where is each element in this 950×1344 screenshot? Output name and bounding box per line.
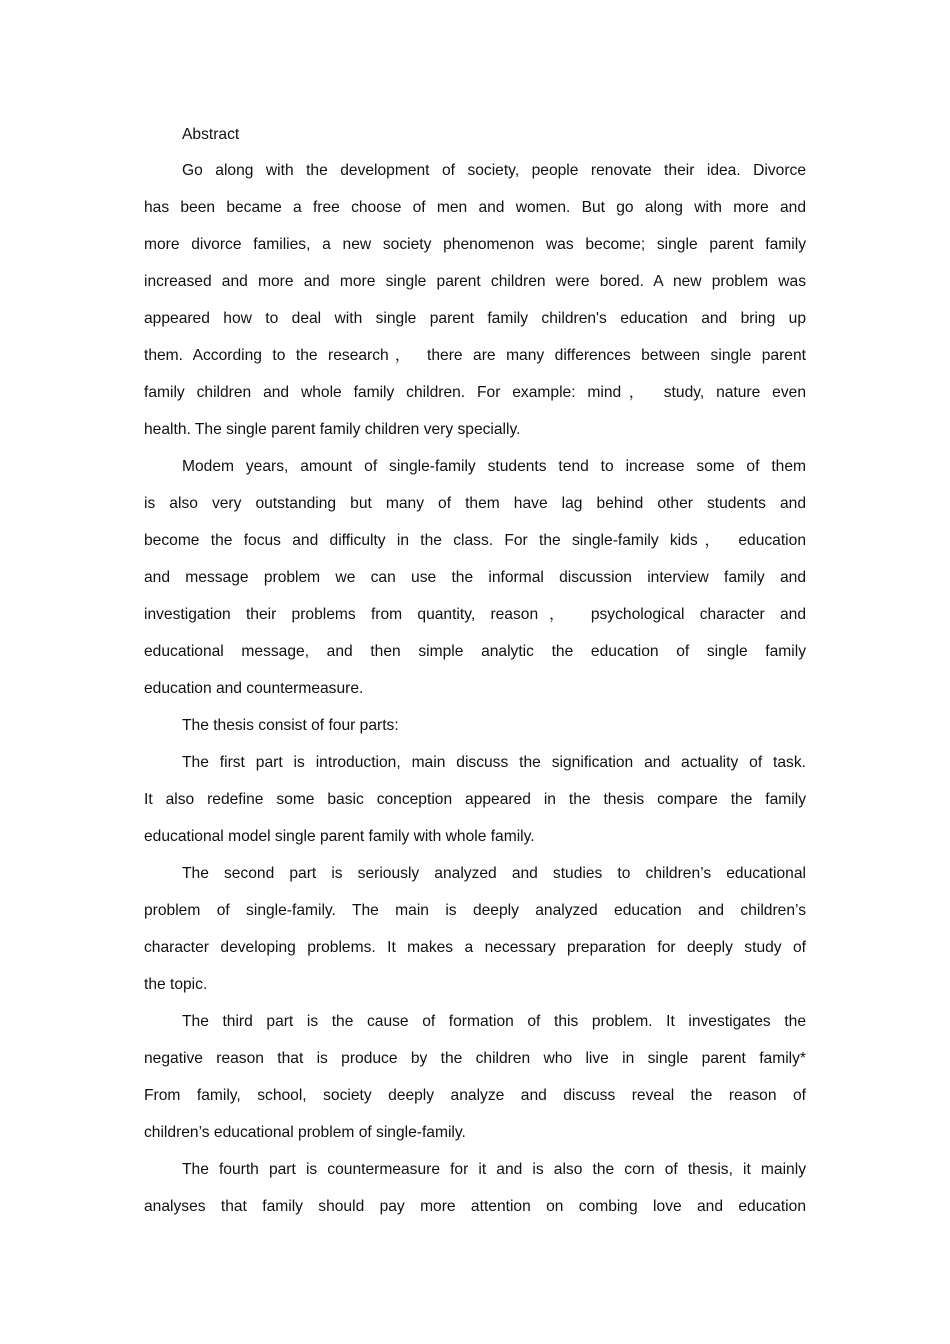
abstract-body	[144, 152, 806, 1225]
text-line: is also very outstanding but many of them have lag behind other students and	[144, 495, 806, 512]
document-page	[144, 117, 806, 1225]
paragraph	[144, 1003, 806, 1151]
paragraph	[144, 152, 806, 448]
text-line: From family, school, society deeply analyze and discuss reveal the reason of	[144, 1087, 806, 1104]
text-line: investigation their problems from quantity, reason， psychological character and	[144, 606, 806, 623]
text-line: The second part is seriously analyzed and studies to children’s educational	[182, 865, 806, 882]
text-line: appeared how to deal with single parent family children's education and bring up	[144, 310, 806, 327]
paragraph	[144, 744, 806, 855]
abstract-heading: Abstract	[182, 126, 240, 143]
paragraph	[144, 448, 806, 707]
text-line: The third part is the cause of formation of this problem. It investigates the	[182, 1013, 806, 1030]
text-line: more divorce families, a new society phenomenon was become; single parent family	[144, 236, 806, 253]
text-line: It also redefine some basic conception appeared in the thesis compare the family	[144, 791, 806, 808]
text-line: family children and whole family children. For example: mind， study, nature even	[144, 384, 806, 401]
text-line: education and countermeasure.	[144, 680, 364, 697]
text-line: them. According to the research， there are many differences between single parent	[144, 347, 806, 364]
text-line: become the focus and difficulty in the class. For the single-family kids， education	[144, 532, 806, 549]
paragraph	[144, 707, 806, 744]
text-line: problem of single-family. The main is deeply analyzed education and children’s	[144, 902, 806, 919]
paragraph	[144, 1151, 806, 1225]
text-line: character developing problems. It makes a necessary preparation for deeply study of	[144, 939, 806, 956]
paragraph	[144, 855, 806, 1003]
text-line: The thesis consist of four parts:	[182, 717, 399, 734]
text-line: the topic.	[144, 976, 208, 993]
text-line: Modem years, amount of single-family students tend to increase some of them	[182, 458, 806, 475]
text-line: The fourth part is countermeasure for it and is also the corn of thesis, it mainly	[182, 1161, 806, 1178]
text-line: and message problem we can use the informal discussion interview family and	[144, 569, 806, 586]
text-line: children’s educational problem of single-family.	[144, 1124, 466, 1141]
text-line: has been became a free choose of men and women. But go along with more and	[144, 199, 806, 216]
text-line: Go along with the development of society, people renovate their idea. Divorce	[182, 162, 806, 179]
text-line: educational message, and then simple analytic the education of single family	[144, 643, 806, 660]
text-line: health. The single parent family children very specially.	[144, 421, 521, 438]
text-line: The first part is introduction, main discuss the signification and actuality of task.	[182, 754, 806, 771]
text-line: educational model single parent family with whole family.	[144, 828, 535, 845]
text-line: negative reason that is produce by the children who live in single parent family*	[144, 1050, 806, 1067]
text-line: increased and more and more single parent children were bored. A new problem was	[144, 273, 806, 290]
text-line: analyses that family should pay more attention on combing love and education	[144, 1198, 806, 1215]
